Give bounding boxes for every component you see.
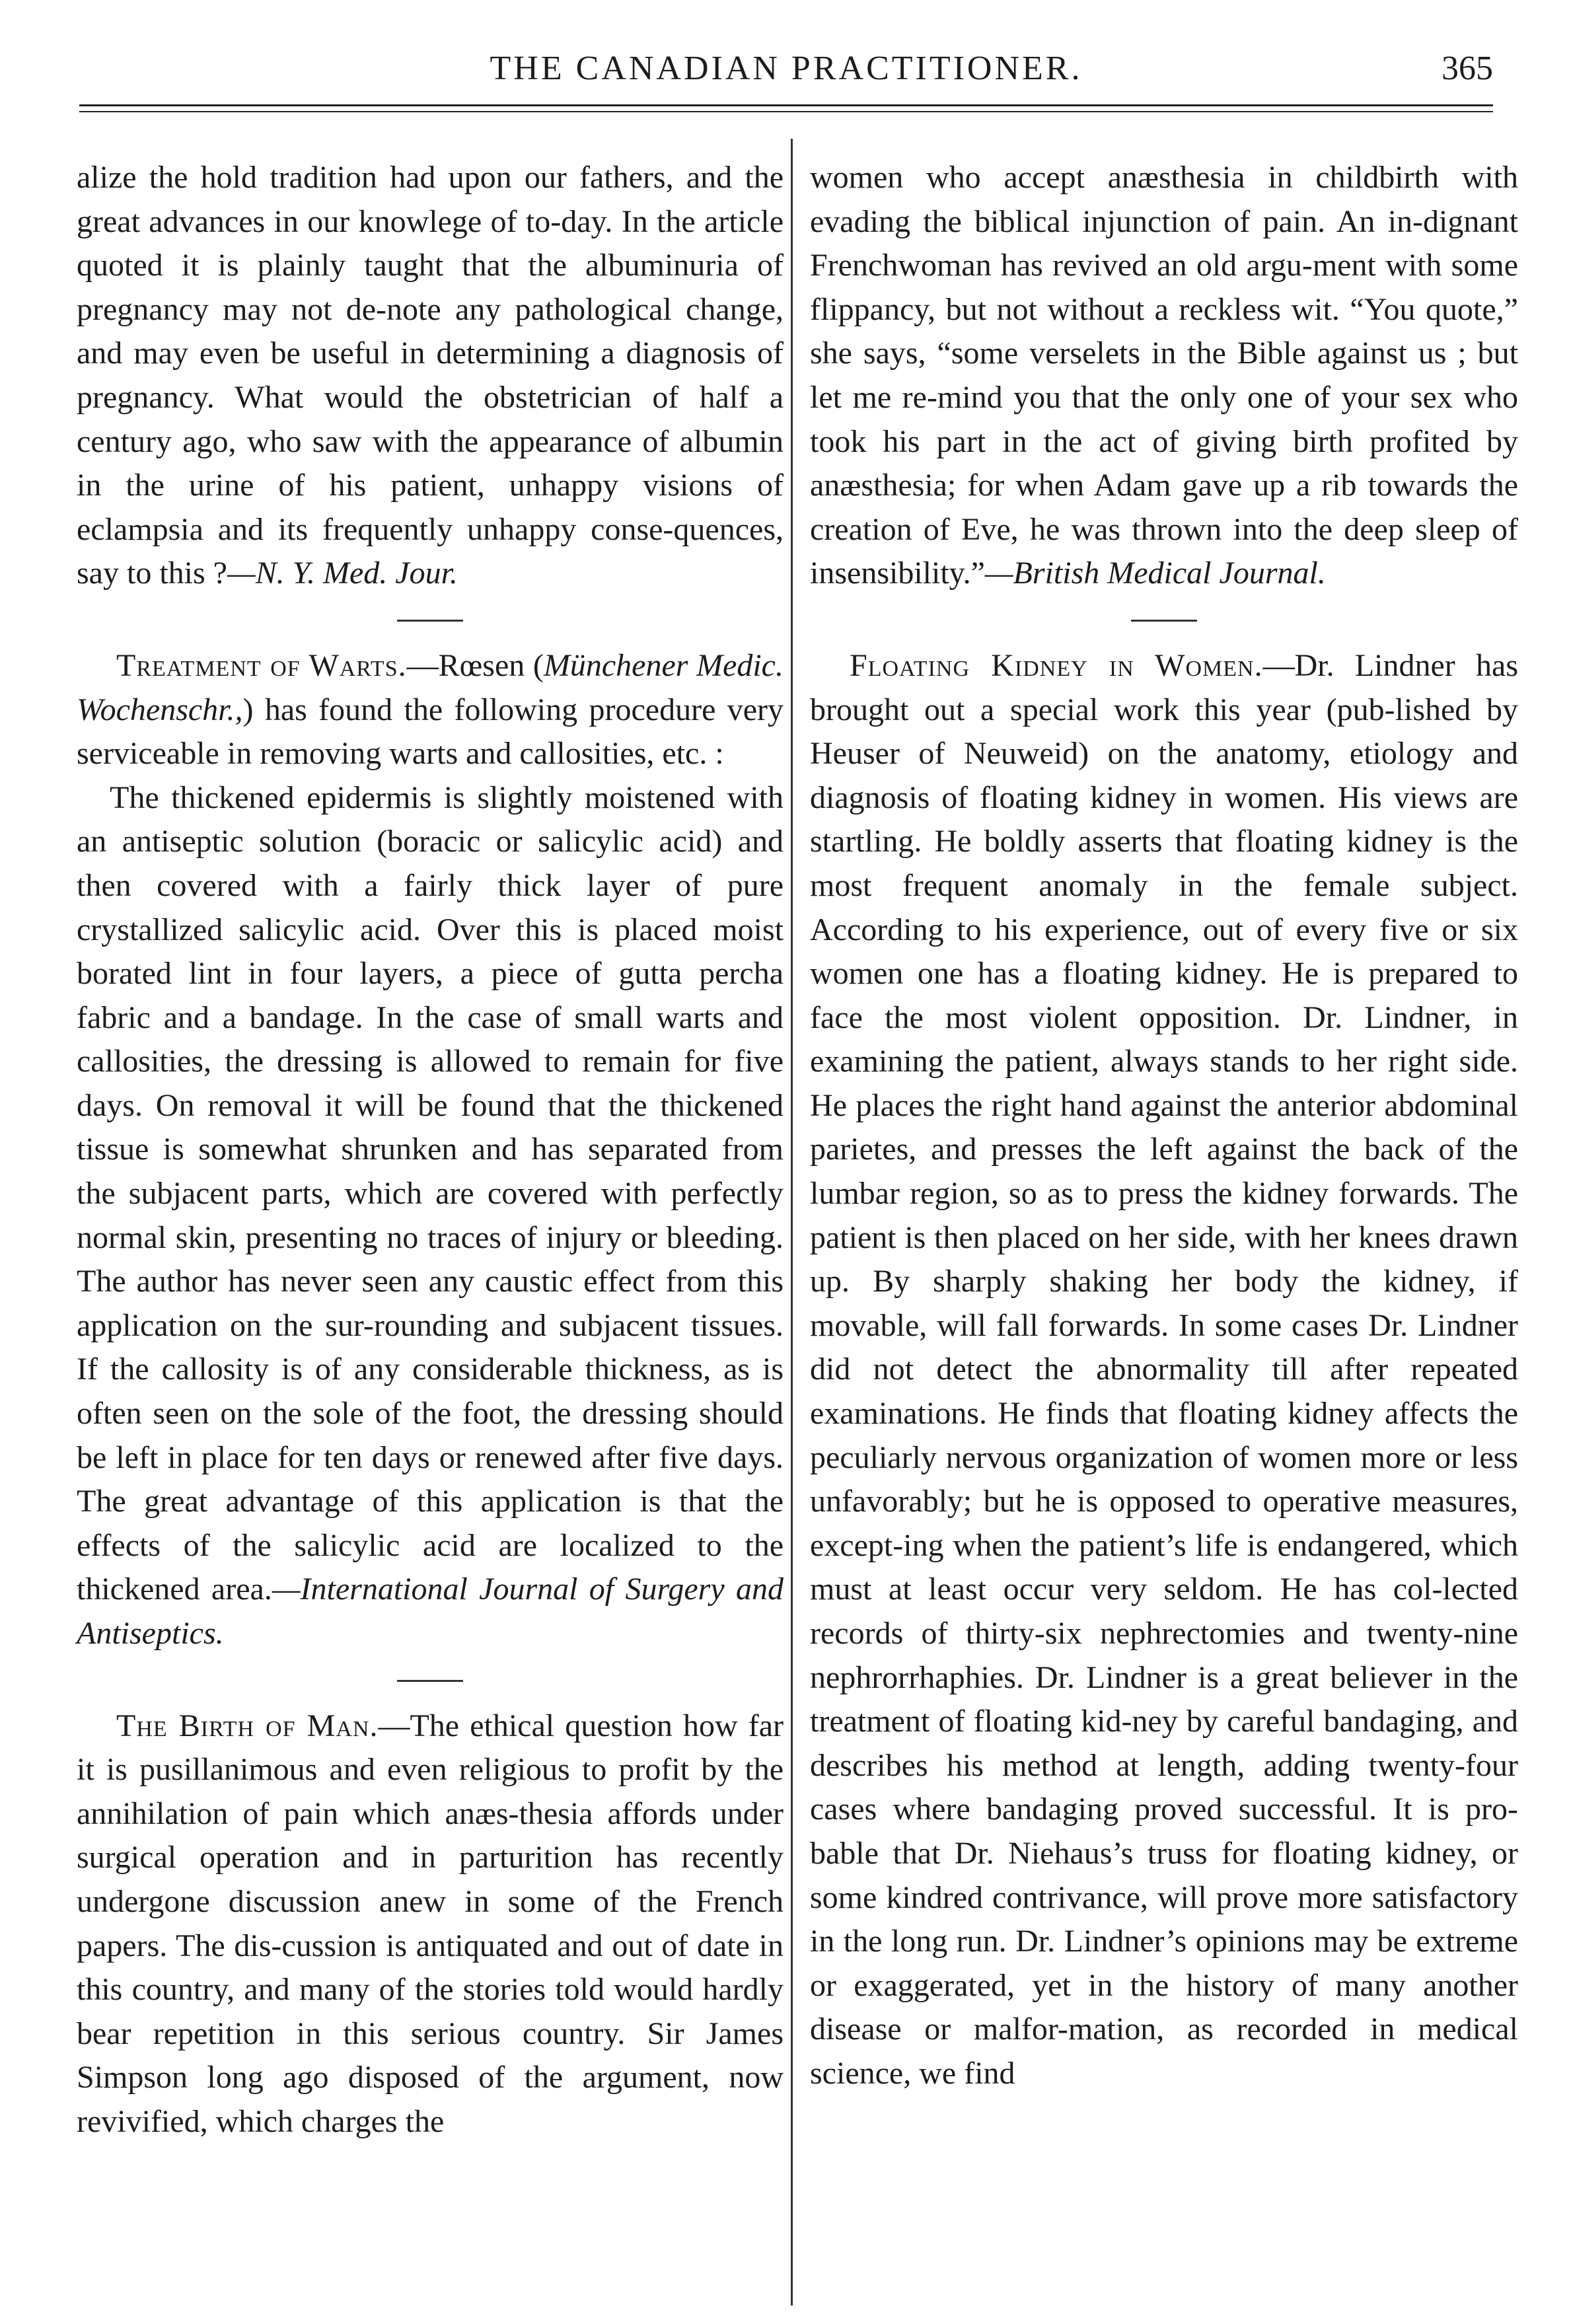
birth-continued-text: women who accept anæsthesia in childbirth with evading the biblical injunction of pain. An in-dignant Frenchwoman has revived an old argu-ment with some flippancy, but not without a reckless wit. “You quote,” she says, “some verselets in the Bible against us ; but let me re-mind you that the only one of your sex who took his part in the act of giving birth profited by anæsthesia; for when Adam gave up a rib towards the creation of Eve, he was thrown into the deep sleep of insensibility.” xyxy=(810,160,1518,591)
running-head xyxy=(79,45,1493,98)
birth-source: —British Medical Journal. xyxy=(984,556,1326,591)
warts-heading: Treatment of Warts. xyxy=(116,647,407,683)
birth-paragraph xyxy=(77,1704,784,2144)
section-separator xyxy=(1131,620,1197,622)
warts-body xyxy=(77,776,784,1656)
kidney-paragraph xyxy=(810,644,1518,2096)
continuation-text: alize the hold tradition had upon our fathers, and the great advances in our knowlege of to-day. In the article quoted it is plainly taught that the albuminuria of pregnancy may not de-note any pathological change, and may even be useful in determining a diagnosis of pregnancy. What would the obstetrician of half a century ago, who saw with the appearance of albumin in the urine of his patient, unhappy visions of eclampsia and its frequently unhappy conse-quences, say to this ? xyxy=(77,160,784,591)
warts-source: —International Journal of Surgery and Antiseptics. xyxy=(77,1572,784,1651)
warts-intro xyxy=(77,644,784,776)
continuation-paragraph xyxy=(77,156,784,596)
column-divider xyxy=(791,139,793,2306)
warts-intro-b: ) has found the following procedure very serviceable in removing warts and callosities, etc. : xyxy=(77,692,784,772)
left-column xyxy=(77,156,784,2144)
kidney-body: —Dr. Lindner has brought out a special work this year (pub-lished by Heuser of Neuweid) on the anatomy, etiology and diagnosis of floating kidney in women. His views are startling. He boldly asserts that floating kidney is the most frequent anomaly in the female subject. According to his experience, out of every five or six women one has a floating kidney. He is prepared to face the most violent opposition. Dr. Lindner, in examining the patient, always stands to her right side. He places the right hand against the anterior abdominal parietes, and presses the left against the back of the lumbar region, so as to press the kidney forwards. The patient is then placed on her side, with her knees drawn up. By sharply shaking her body the kidney, if movable, will fall forwards. In some cases Dr. Lindner did not detect the abnormality till after repeated examinations. He finds that floating kidney affects the peculiarly nervous organization of women more or less unfavorably; but he is opposed to operative measures, except-ing when the patient’s life is endangered, which must at least occur very seldom. He has col-lected records of thirty-six nephrectomies and twenty-nine nephrorrhaphies. Dr. Lindner is a great believer in the treatment of floating kid-ney by careful bandaging, and describes his method at length, adding twenty-four cases where bandaging proved successful. It is pro-bable that Dr. Niehaus’s truss for floating kidney, or some kindred contrivance, will prove more satisfactory in the long run. Dr. Lindner’s opinions may be extreme or exaggerated, yet in the history of many another disease or malfor-mation, as recorded in medical science, we find xyxy=(810,647,1518,2091)
warts-body-text: The thickened epidermis is slightly moistened with an antiseptic solution (boracic or salicylic acid) and then covered with a fairly thick layer of pure crystallized salicylic acid. Over this is placed moist borated lint in four layers, a piece of gutta percha fabric and a bandage. In the case of small warts and callosities, the dressing is allowed to remain for five days. On removal it will be found that the thickened tissue is somewhat shrunken and has separated from the subjacent parts, which are covered with perfectly normal skin, presenting no traces of injury or bleeding. The author has never seen any caustic effect from this application on the sur-rounding and subjacent tissues. If the callosity is of any considerable thickness, as is often seen on the sole of the foot, the dressing should be left in place for ten days or renewed after five days. The great advantage of this application is that the effects of the salicylic acid are localized to the thickened area. xyxy=(77,780,784,1607)
running-title: THE CANADIAN PRACTITIONER. xyxy=(490,50,1083,87)
section-separator xyxy=(397,620,463,622)
kidney-heading: Floating Kidney in Women. xyxy=(850,647,1263,683)
birth-body: —The ethical question how far it is pusillanimous and even religious to profit by the annihilation of pain which anæs-thesia affords under surgical operation and in parturition has recently undergone discussion anew in some of the French papers. The dis-cussion is antiquated and out of date in this country, and many of the stories told would hardly bear repetition in this serious country. Sir James Simpson long ago disposed of the argument, now revivified, which charges the xyxy=(77,1708,784,2139)
page-number: 365 xyxy=(1441,50,1493,87)
section-separator xyxy=(397,1680,463,1682)
birth-continued-paragraph xyxy=(810,156,1518,596)
warts-intro-a: —Rœsen ( xyxy=(406,647,544,683)
warts-intro-source: Münchener Medic. Wochenschr., xyxy=(77,647,784,727)
header-rule xyxy=(79,104,1493,112)
birth-heading: The Birth of Man. xyxy=(116,1708,379,1743)
continuation-source: —N. Y. Med. Jour. xyxy=(227,556,458,591)
right-column xyxy=(810,156,1518,2096)
